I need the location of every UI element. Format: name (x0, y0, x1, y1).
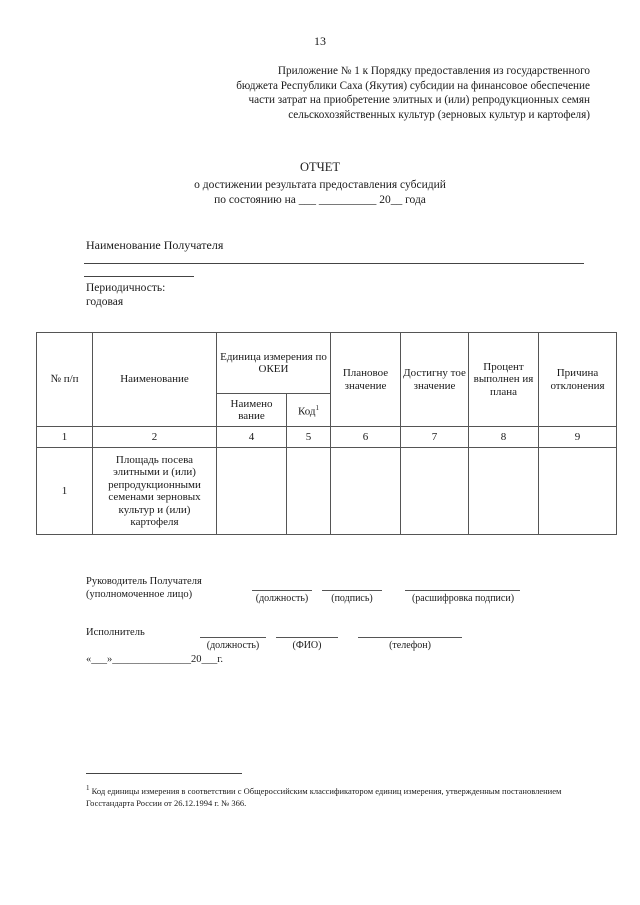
recipient-fill-line-short (84, 276, 194, 277)
column-number: 4 (217, 427, 287, 448)
executor-position-line[interactable] (200, 637, 266, 638)
appendix-line: сельскохозяйственных культур (зерновых культур и картофеля) (288, 108, 590, 121)
table-header-row (37, 333, 617, 394)
signature-caption: (подпись) (331, 593, 373, 604)
header-reason: Причина отклонения (539, 333, 617, 427)
column-number-row (37, 427, 617, 448)
decoding-caption: (расшифровка подписи) (411, 593, 515, 604)
column-number: 9 (539, 427, 617, 448)
appendix-line: бюджета Республики Саха (Якутия) субсидии на финансовое обеспечение (236, 79, 590, 92)
header-percent: Процент выполнен ия плана (469, 333, 539, 427)
header-unit: Единица измерения по ОКЕИ (217, 333, 331, 394)
header-unit-name: Наимено вание (217, 394, 287, 427)
date-line[interactable]: «___»_______________20___г. (86, 654, 223, 665)
column-number: 8 (469, 427, 539, 448)
periodicity-label: Периодичность: (86, 282, 166, 294)
appendix-line: Приложение № 1 к Порядку предоставления из государственного (277, 65, 590, 77)
subtitle-line: о достижении результата предоставления субсидий (194, 179, 446, 191)
phone-caption: (телефон) (389, 640, 431, 651)
table-row (37, 448, 617, 535)
footnote-ref: 1 (315, 403, 320, 412)
row-percent[interactable] (469, 448, 539, 535)
appendix-header (150, 64, 590, 122)
header-num: № п/п (37, 333, 93, 427)
position-line[interactable] (252, 590, 312, 591)
row-planned[interactable] (331, 448, 401, 535)
executor-label: Исполнитель (86, 627, 145, 638)
row-achieved[interactable] (401, 448, 469, 535)
head-signature-sublabel: (уполномоченное лицо) (86, 589, 193, 600)
row-name: Площадь посева элитными и (или) репродукционными семенами зерновых культур и (или) картофеля (93, 448, 217, 535)
executor-position-caption: (должность) (206, 640, 260, 651)
column-number: 5 (287, 427, 331, 448)
report-table (36, 332, 617, 535)
footnote-text: Код единицы измерения в соответствии с Общероссийским классификатором единиц измерения, утвержденным постановлением Госстандарта России от 26.12.1994 г. № 366. (86, 785, 562, 808)
unit-code-text: Код (297, 405, 316, 418)
report-title: ОТЧЕТ (299, 160, 341, 174)
fio-caption: (ФИО) (292, 640, 322, 651)
row-reason[interactable] (539, 448, 617, 535)
fio-line[interactable] (276, 637, 338, 638)
row-num: 1 (37, 448, 93, 535)
header-unit-code (287, 394, 331, 427)
page-number: 13 (314, 34, 326, 48)
subtitle-line: по состоянию на ___ __________ 20__ года (214, 194, 426, 206)
header-name: Наименование (93, 333, 217, 427)
decoding-line[interactable] (405, 590, 520, 591)
column-number: 1 (37, 427, 93, 448)
header-achieved: Достигну тое значение (401, 333, 469, 427)
column-number: 7 (401, 427, 469, 448)
footnote (86, 782, 576, 809)
position-caption: (должность) (255, 593, 309, 604)
report-subtitle (0, 178, 640, 208)
phone-line[interactable] (358, 637, 462, 638)
signature-line[interactable] (322, 590, 382, 591)
recipient-label: Наименование Получателя (86, 238, 224, 252)
row-unit-code[interactable] (287, 448, 331, 535)
periodicity-value: годовая (86, 296, 124, 308)
column-number: 6 (331, 427, 401, 448)
column-number: 2 (93, 427, 217, 448)
header-planned: Плановое значение (331, 333, 401, 427)
row-unit-name[interactable] (217, 448, 287, 535)
recipient-fill-line (84, 263, 584, 264)
head-signature-label: Руководитель Получателя (86, 576, 202, 587)
footnote-mark: 1 (86, 784, 90, 792)
footnote-separator (86, 773, 242, 774)
appendix-line: части затрат на приобретение элитных и (или) репродукционных семян (248, 94, 590, 106)
